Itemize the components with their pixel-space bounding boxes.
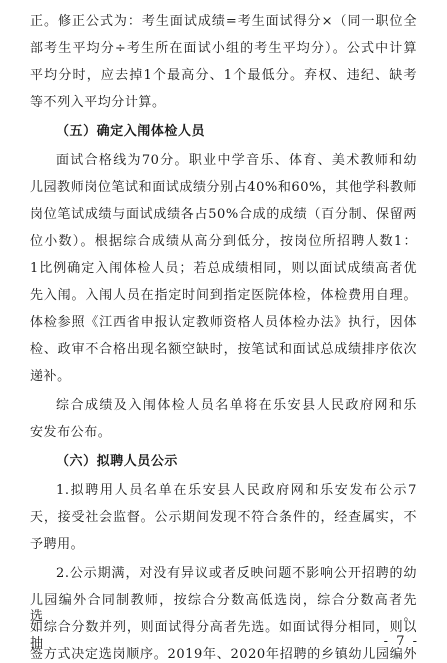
body-text-line: 1.拟聘用人员名单在乐安县人民政府网和乐安发布公示7 [56, 483, 417, 498]
body-text-line: 儿园编外合同制教师，按综合分数高低选岗，综合分数高者先选。 [30, 593, 417, 624]
body-text-line: 面试合格线为70分。职业中学音乐、体育、美术教师和幼 [56, 153, 417, 168]
body-text-line: 天，接受社会监督。公示期间发现不符合条件的，经查属实，不 [30, 510, 417, 525]
body-text-line: 岗位笔试成绩与面试成绩各占50%合成的成绩（百分制、保留两 [30, 207, 417, 222]
section-heading-6: （六）拟聘人员公示 [56, 454, 178, 469]
body-text-line: 检、政审不合格出现名额空缺时，按笔试和面试总成绩排序依次 [30, 342, 417, 357]
body-text-line: 部考生平均分÷考生所在面试小组的考生平均分）。公式中计算 [30, 41, 417, 56]
body-text-line: 正。修正公式为：考生面试成绩=考生面试得分×（同一职位全 [30, 14, 417, 29]
body-text-line: 平均分时，应去掉1个最高分、1个最低分。弃权、违纪、缺考 [30, 68, 417, 83]
body-text-line: 位小数）。根据综合成绩从高分到低分，按岗位所招聘人数1： [30, 234, 417, 249]
body-text-line: 安发布公布。 [30, 425, 112, 440]
body-text-line: 体检参照《江西省申报认定教师资格人员体检办法》执行，因体 [30, 315, 417, 330]
body-text-line: 综合成绩及入闱体检人员名单将在乐安县人民政府网和乐 [56, 398, 417, 413]
body-text-line: 如综合分数并列，则面试得分高者先选。如面试得分相同，则以抽 [30, 620, 417, 651]
body-text-line: 等不列入平均分计算。 [30, 95, 166, 110]
page-number: - 7 - [383, 634, 419, 649]
body-text-line: 递补。 [30, 369, 71, 384]
body-text-line: 先入闱。入闱人员在指定时间到指定医院体检，体检费用自理。 [30, 288, 417, 303]
body-text-line: 2.公示期满，对没有异议或者反映问题不影响公开招聘的幼 [56, 566, 417, 581]
body-text-line: 儿园教师岗位笔试和面试成绩分别占40%和60%，其他学科教师 [30, 180, 417, 195]
section-heading-5: （五）确定入闱体检人员 [56, 124, 206, 139]
body-text-line: 1比例确定入闱体检人员；若总成绩相同，则以面试成绩高者优 [30, 261, 417, 276]
body-text-line: 予聘用。 [30, 537, 85, 552]
body-text-line: 签方式决定选岗顺序。2019年、2020年招聘的乡镇幼儿园编外 [30, 647, 417, 662]
